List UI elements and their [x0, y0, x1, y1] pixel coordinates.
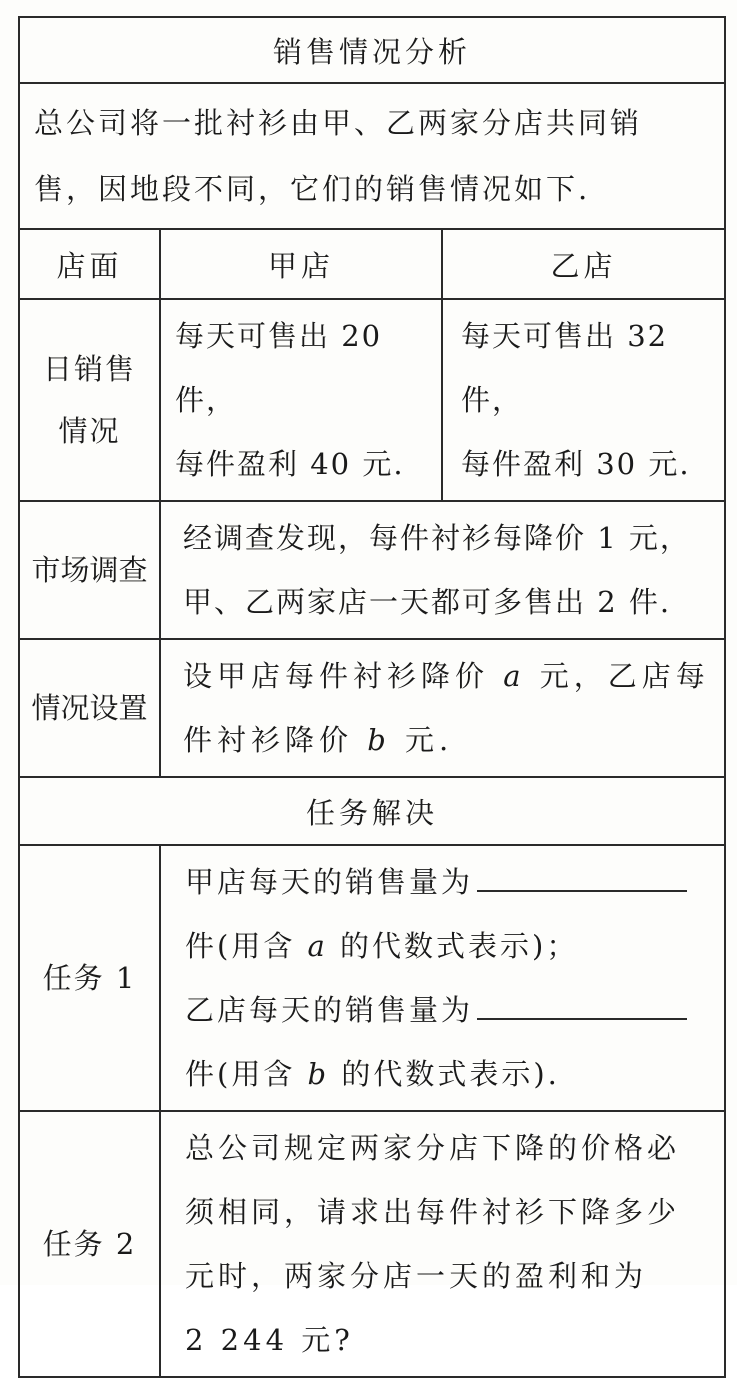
table-title: 销售情况分析 [19, 17, 725, 83]
intro-text [19, 83, 725, 229]
shop-a-daily-sales: 每天可售出 20 件， 每件盈利 40 元. [160, 299, 442, 501]
daily-sales-row [19, 299, 725, 501]
tasks-heading-row [19, 777, 725, 845]
intro-line-1: 总公司将一批衬衫由甲、乙两家分店共同销 [34, 106, 643, 140]
market-survey-text: 经调查发现，每件衬衫每降价 1 元， 甲、乙两家店一天都可多售出 2 件. [160, 501, 725, 639]
shop-b-daily-sales: 每天可售出 32 件， 每件盈利 30 元. [442, 299, 725, 501]
header-shop-a: 甲店 [160, 229, 442, 299]
intro-row [19, 83, 725, 229]
header-shop-b: 乙店 [442, 229, 725, 299]
setup-row [19, 639, 725, 777]
header-row [19, 229, 725, 299]
title-row [19, 17, 725, 83]
answer-blank-1[interactable] [477, 860, 687, 892]
task-1-text: 甲店每天的销售量为 件(用含 a 的代数式表示)； 乙店每天的销售量为 件(用含 b 的代数式表示). [160, 845, 725, 1111]
task-1-row [19, 845, 725, 1111]
sales-analysis-table [18, 16, 726, 1378]
market-survey-label: 市场调查 [19, 501, 160, 639]
header-store-label: 店面 [19, 229, 160, 299]
var-a: a [503, 659, 526, 693]
market-survey-row [19, 501, 725, 639]
task-2-row [19, 1111, 725, 1377]
task-2-label: 任务 2 [19, 1111, 160, 1377]
setup-text: 设甲店每件衬衫降价 a 元，乙店每 件衬衫降价 b 元. [160, 639, 725, 777]
setup-label: 情况设置 [19, 639, 160, 777]
daily-sales-label: 日销售 情况 [19, 299, 160, 501]
tasks-heading: 任务解决 [19, 777, 725, 845]
answer-blank-2[interactable] [477, 988, 687, 1020]
task-1-label: 任务 1 [19, 845, 160, 1111]
var-b: b [367, 723, 391, 757]
intro-line-2: 售，因地段不同，它们的销售情况如下. [34, 172, 591, 206]
task-2-text: 总公司规定两家分店下降的价格必 须相同，请求出每件衬衫下降多少 元时，两家分店一天的盈利和为 2 244 元? [160, 1111, 725, 1377]
